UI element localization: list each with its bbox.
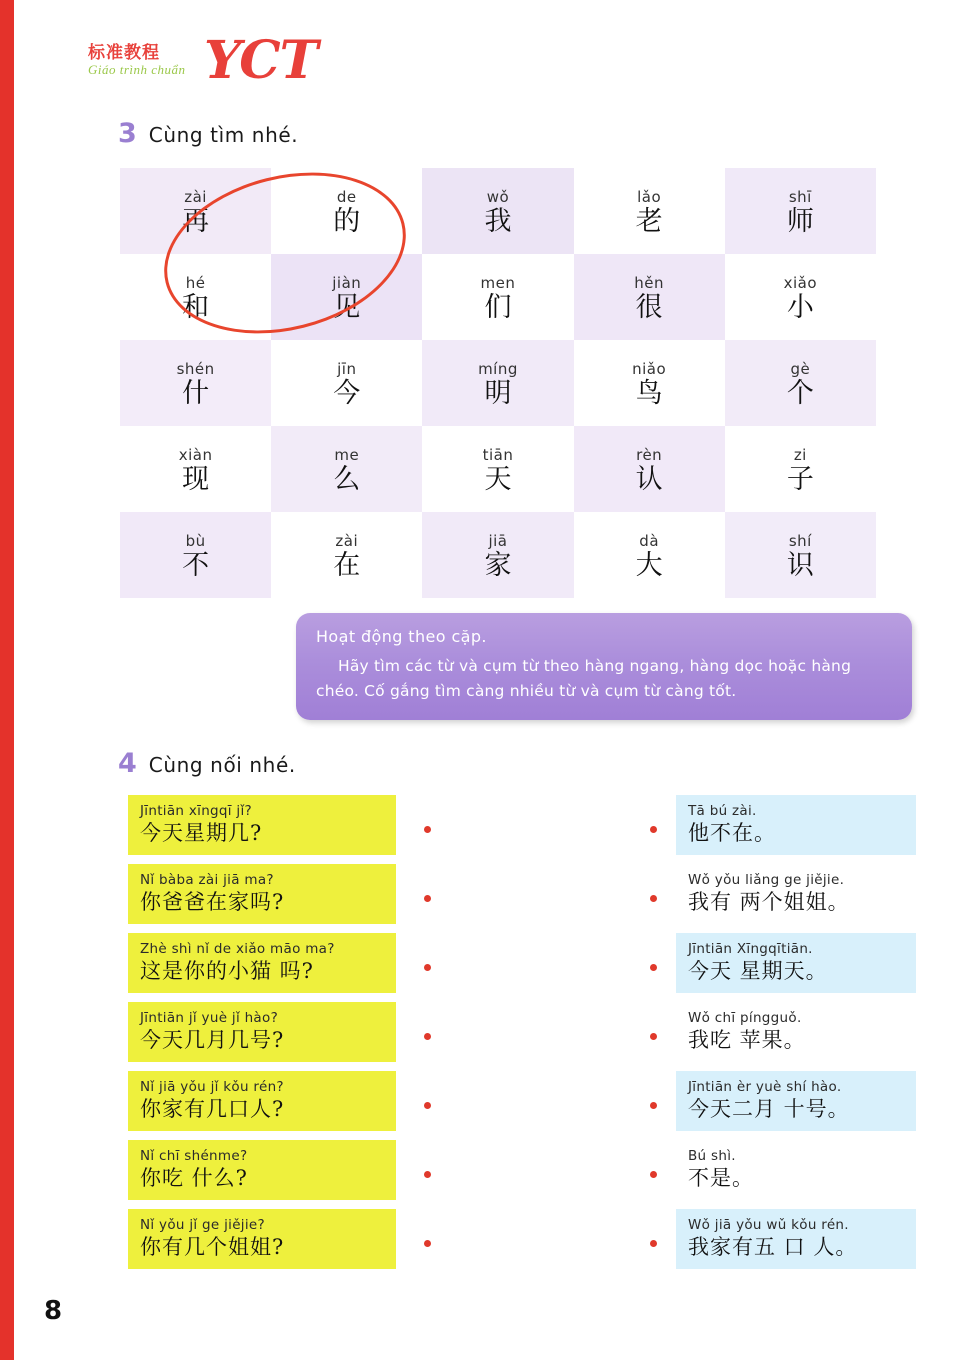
match-card-pinyin: Jīntiān Xīngqītiān. xyxy=(688,941,813,958)
grid-cell-hanzi: 师 xyxy=(786,205,814,237)
pair-activity-note xyxy=(296,613,912,720)
match-dot[interactable] xyxy=(424,1171,431,1178)
match-dot[interactable] xyxy=(650,1240,657,1247)
match-dot-slot[interactable] xyxy=(646,1209,660,1278)
grid-cell-pinyin: niǎo xyxy=(632,359,667,378)
grid-cell-pinyin: lǎo xyxy=(637,187,662,206)
grid-cell[interactable] xyxy=(574,340,725,426)
match-dot-slot[interactable] xyxy=(420,933,434,1002)
grid-cell-pinyin: wǒ xyxy=(486,187,510,206)
match-dot[interactable] xyxy=(650,1171,657,1178)
section-4-number: 4 xyxy=(118,748,137,779)
yct-logo xyxy=(88,30,388,94)
grid-cell-pinyin: zi xyxy=(793,445,807,464)
match-card[interactable] xyxy=(676,1002,916,1062)
grid-cell-hanzi: 天 xyxy=(484,463,512,495)
section-4-header xyxy=(118,748,296,779)
grid-cell-pinyin: zài xyxy=(335,531,359,550)
grid-cell-pinyin: de xyxy=(336,187,357,206)
match-card-pinyin: Jīntiān jǐ yuè jǐ hào? xyxy=(140,1010,279,1027)
match-dot[interactable] xyxy=(650,895,657,902)
match-card-pinyin: Nǐ bàba zài jiā ma? xyxy=(140,872,274,889)
grid-cell-hanzi: 鸟 xyxy=(635,377,663,409)
match-dot[interactable] xyxy=(424,1240,431,1247)
match-dot[interactable] xyxy=(424,826,431,833)
match-dot-slot[interactable] xyxy=(646,933,660,1002)
logo-chinese-text: 标准教程 xyxy=(88,43,160,63)
match-card-hanzi: 今天二月 十号。 xyxy=(688,1097,850,1122)
grid-cell[interactable] xyxy=(422,254,573,340)
grid-cell-hanzi: 什 xyxy=(182,377,210,409)
match-card-pinyin: Tā bú zài. xyxy=(688,803,757,820)
match-dot-slot[interactable] xyxy=(646,1002,660,1071)
grid-cell-pinyin: dà xyxy=(639,531,660,550)
grid-cell[interactable] xyxy=(422,426,573,512)
match-dot[interactable] xyxy=(650,964,657,971)
matching-exercise xyxy=(0,795,960,1275)
section-3-number: 3 xyxy=(118,118,137,149)
match-dot[interactable] xyxy=(424,895,431,902)
grid-cell[interactable] xyxy=(120,254,271,340)
match-dot-slot[interactable] xyxy=(646,1140,660,1209)
grid-cell-hanzi: 见 xyxy=(333,291,361,323)
match-card-pinyin: Wǒ yǒu liǎng ge jiějie. xyxy=(688,872,845,889)
character-search-grid xyxy=(120,168,876,598)
match-card[interactable] xyxy=(128,1140,396,1200)
match-dot[interactable] xyxy=(424,1102,431,1109)
match-card-hanzi: 我家有五 口 人。 xyxy=(688,1235,858,1260)
grid-cell-hanzi: 认 xyxy=(635,463,663,495)
match-card[interactable] xyxy=(676,1140,916,1200)
match-card-hanzi: 你家有几口人? xyxy=(140,1097,285,1122)
match-card-pinyin: Zhè shì nǐ de xiǎo māo ma? xyxy=(140,941,335,958)
grid-cell-pinyin: tiān xyxy=(482,445,514,464)
grid-cell[interactable] xyxy=(271,168,422,254)
grid-cell-pinyin: hěn xyxy=(634,273,665,292)
match-dot[interactable] xyxy=(650,1033,657,1040)
match-card-pinyin: Jīntiān èr yuè shí hào. xyxy=(688,1079,842,1096)
grid-cell-pinyin: shī xyxy=(788,187,812,206)
grid-cell-hanzi: 的 xyxy=(333,205,361,237)
grid-cell-pinyin: zài xyxy=(184,187,207,206)
grid-cell[interactable] xyxy=(422,340,573,426)
match-card-hanzi: 这是你的小猫 吗? xyxy=(140,959,314,984)
match-card[interactable] xyxy=(128,1002,396,1062)
grid-cell[interactable] xyxy=(422,168,573,254)
match-card-hanzi: 他不在。 xyxy=(688,821,776,846)
match-card[interactable] xyxy=(676,933,916,993)
grid-cell[interactable] xyxy=(271,426,422,512)
match-card-hanzi: 我有 两个姐姐。 xyxy=(688,890,850,915)
match-dot-slot[interactable] xyxy=(420,1002,434,1071)
match-dot-slot[interactable] xyxy=(420,1140,434,1209)
match-card-pinyin: Bú shì. xyxy=(688,1148,736,1165)
grid-cell[interactable] xyxy=(725,254,876,340)
grid-cell-pinyin: men xyxy=(480,273,516,292)
match-card[interactable] xyxy=(676,1209,916,1269)
match-dot-slot[interactable] xyxy=(420,1071,434,1140)
match-card-hanzi: 不是。 xyxy=(688,1166,754,1191)
match-card-pinyin: Nǐ chī shénme? xyxy=(140,1148,248,1165)
match-card-pinyin: Wǒ chī píngguǒ. xyxy=(688,1010,802,1027)
match-card[interactable] xyxy=(128,864,396,924)
match-card-hanzi: 你有几个姐姐? xyxy=(140,1235,285,1260)
match-card[interactable] xyxy=(128,1071,396,1131)
section-3-title: Cùng tìm nhé. xyxy=(148,123,299,147)
grid-cell-hanzi: 明 xyxy=(484,377,512,409)
match-card-hanzi: 你吃 什么? xyxy=(140,1166,248,1191)
grid-cell[interactable] xyxy=(422,512,573,598)
match-card[interactable] xyxy=(128,795,396,855)
grid-cell-pinyin: xiǎo xyxy=(783,273,818,292)
section-4-title: Cùng nối nhé. xyxy=(148,753,296,777)
match-dot-slot[interactable] xyxy=(420,795,434,864)
match-card-hanzi: 今天 星期天。 xyxy=(688,959,828,984)
grid-cell-pinyin: me xyxy=(334,445,360,464)
grid-cell-hanzi: 么 xyxy=(333,463,361,495)
grid-cell-pinyin: jīn xyxy=(337,359,357,378)
grid-cell-hanzi: 很 xyxy=(635,291,663,323)
grid-cell-hanzi: 们 xyxy=(484,291,512,323)
section-3-header xyxy=(118,118,298,149)
match-dot[interactable] xyxy=(650,1102,657,1109)
grid-cell[interactable] xyxy=(271,512,422,598)
grid-cell-pinyin: jiā xyxy=(488,531,508,550)
grid-cell-pinyin: jiàn xyxy=(332,273,362,292)
grid-cell[interactable] xyxy=(725,340,876,426)
matching-left-column xyxy=(128,795,396,1278)
match-dot-slot[interactable] xyxy=(420,864,434,933)
grid-cell[interactable] xyxy=(120,168,271,254)
match-dot[interactable] xyxy=(650,826,657,833)
grid-cell-hanzi: 现 xyxy=(182,463,210,495)
match-card-hanzi: 今天星期几? xyxy=(140,821,263,846)
matching-right-column xyxy=(676,795,916,1278)
grid-cell[interactable] xyxy=(725,168,876,254)
match-card[interactable] xyxy=(676,1071,916,1131)
match-dot[interactable] xyxy=(424,1033,431,1040)
note-body: Hãy tìm các từ và cụm từ theo hàng ngang, hàng dọc hoặc hàng chéo. Cố gắng tìm càng nhiều từ và cụm từ càng tốt. xyxy=(316,657,852,701)
grid-cell-hanzi: 识 xyxy=(786,549,814,581)
grid-cell[interactable] xyxy=(120,340,271,426)
grid-cell[interactable] xyxy=(725,426,876,512)
grid-cell-hanzi: 我 xyxy=(484,205,512,237)
grid-cell-pinyin: shí xyxy=(788,531,812,550)
match-card-hanzi: 我吃 苹果。 xyxy=(688,1028,806,1053)
grid-cell-hanzi: 个 xyxy=(786,377,814,409)
logo-brand-text: YCT xyxy=(204,30,318,91)
matching-right-dots xyxy=(646,795,660,1278)
grid-cell-hanzi: 老 xyxy=(635,205,663,237)
match-dot-slot[interactable] xyxy=(646,795,660,864)
grid-cell-hanzi: 今 xyxy=(333,377,361,409)
grid-cell[interactable] xyxy=(574,168,725,254)
grid-cell-pinyin: bù xyxy=(185,531,206,550)
grid-cell-pinyin: shén xyxy=(176,359,215,378)
grid-cell[interactable] xyxy=(574,254,725,340)
match-dot-slot[interactable] xyxy=(646,1071,660,1140)
grid-cell-pinyin: gè xyxy=(790,359,811,378)
grid-cell-pinyin: rèn xyxy=(636,445,663,464)
match-card-hanzi: 你爸爸在家吗? xyxy=(140,890,285,915)
match-dot-slot[interactable] xyxy=(420,1209,434,1278)
match-card[interactable] xyxy=(128,933,396,993)
grid-cell[interactable] xyxy=(271,254,422,340)
match-card-pinyin: Wǒ jiā yǒu wǔ kǒu rén. xyxy=(688,1217,849,1234)
match-card-pinyin: Nǐ yǒu jǐ ge jiějie? xyxy=(140,1217,265,1234)
match-card[interactable] xyxy=(128,1209,396,1269)
note-title: Hoạt động theo cặp. xyxy=(316,627,487,646)
match-dot-slot[interactable] xyxy=(646,864,660,933)
grid-cell-hanzi: 小 xyxy=(786,291,814,323)
grid-cell-pinyin: hé xyxy=(185,273,206,292)
match-card[interactable] xyxy=(676,795,916,855)
match-card-pinyin: Nǐ jiā yǒu jǐ kǒu rén? xyxy=(140,1079,284,1096)
grid-cell[interactable] xyxy=(120,512,271,598)
grid-cell-hanzi: 和 xyxy=(182,291,210,323)
grid-cell[interactable] xyxy=(574,512,725,598)
match-card-hanzi: 今天几月几号? xyxy=(140,1028,285,1053)
logo-vietnamese-text: Giáo trình chuẩn xyxy=(88,62,186,77)
match-card[interactable] xyxy=(676,864,916,924)
grid-cell[interactable] xyxy=(271,340,422,426)
grid-cell-hanzi: 在 xyxy=(333,549,361,581)
grid-cell[interactable] xyxy=(725,512,876,598)
matching-left-dots xyxy=(420,795,434,1278)
match-card-pinyin: Jīntiān xīngqī jǐ? xyxy=(140,803,252,820)
grid-cell-hanzi: 不 xyxy=(182,549,210,581)
grid-cell-hanzi: 子 xyxy=(786,463,814,495)
grid-cell-hanzi: 再 xyxy=(182,205,210,237)
grid-cell-pinyin: xiàn xyxy=(178,445,213,464)
grid-cell-pinyin: míng xyxy=(478,359,518,378)
grid-cell-hanzi: 大 xyxy=(635,549,663,581)
grid-cell[interactable] xyxy=(120,426,271,512)
match-dot[interactable] xyxy=(424,964,431,971)
grid-cell[interactable] xyxy=(574,426,725,512)
grid-cell-hanzi: 家 xyxy=(484,549,512,581)
page-number: 8 xyxy=(44,1296,63,1326)
